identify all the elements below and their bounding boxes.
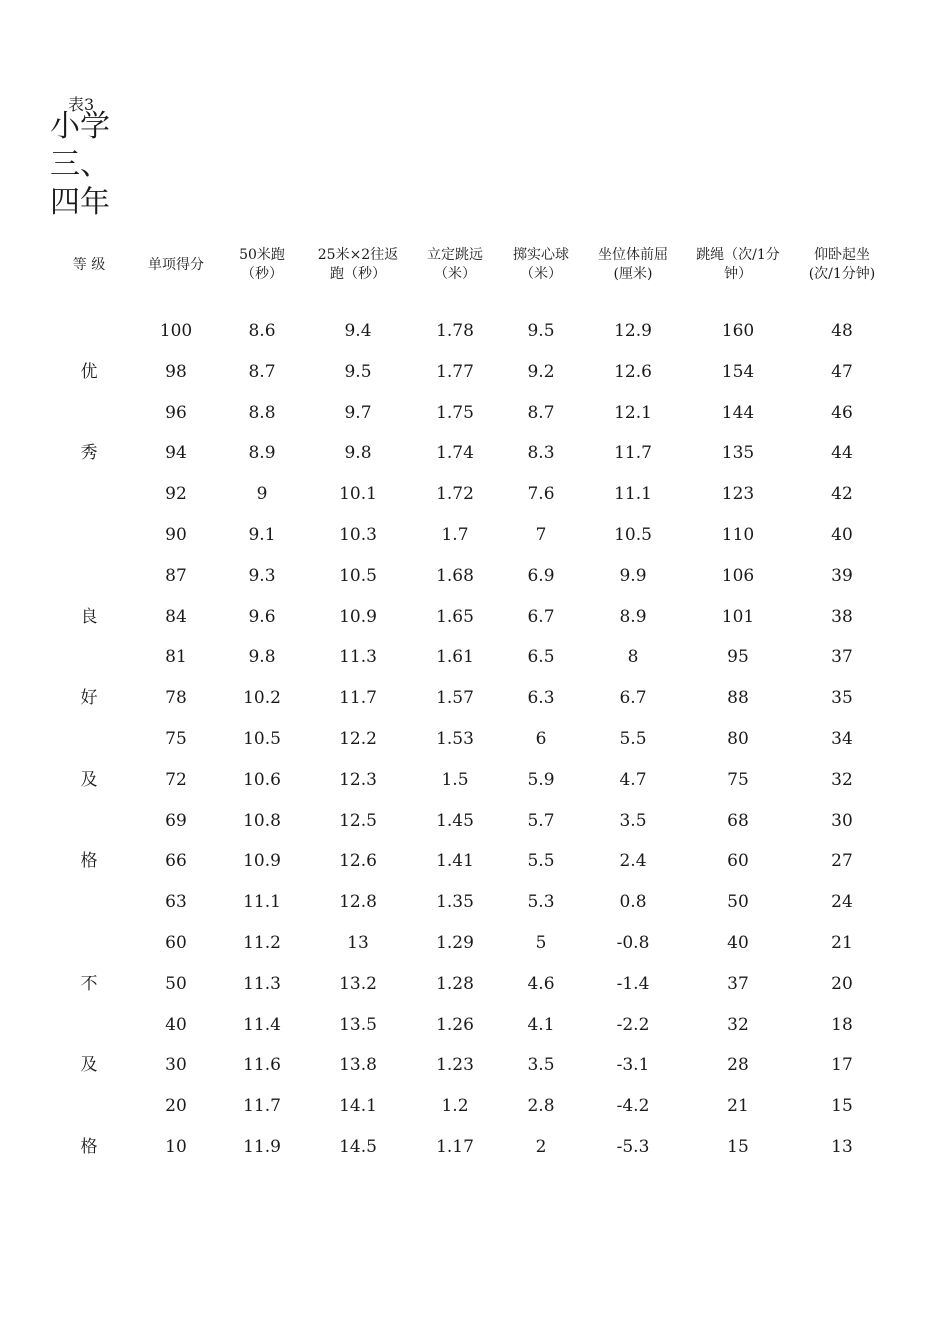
grade-label: 不	[80, 973, 98, 994]
grade-label: 秀	[80, 443, 98, 464]
table-cell: 6.5	[527, 647, 555, 668]
table-cell: 12.8	[339, 892, 377, 913]
table-cell: 12.1	[614, 402, 652, 423]
table-cell: 11.3	[243, 973, 281, 994]
table-cell: -2.2	[616, 1014, 650, 1035]
table-cell: 32	[831, 769, 853, 790]
grade-label: 格	[80, 1137, 98, 1157]
table-cell: 13	[831, 1137, 853, 1157]
table-cell: 6.3	[527, 688, 555, 709]
table-cell: 10.5	[614, 525, 652, 545]
table-row	[0, 357, 950, 387]
table-cell: 90	[165, 525, 187, 545]
table-cell: 1.78	[436, 321, 474, 341]
table-cell: 12.6	[339, 851, 377, 872]
column-header-line: 跳绳（次/1分	[696, 247, 780, 263]
table-cell: 2	[535, 1137, 547, 1157]
table-cell: 21	[831, 933, 853, 953]
table-cell: 101	[721, 606, 755, 627]
table-row	[0, 1132, 950, 1162]
table-cell: 60	[165, 933, 187, 953]
table-cell: 2.8	[527, 1096, 555, 1117]
table-cell: 9.9	[619, 565, 647, 586]
table-cell: 50	[165, 973, 187, 994]
table-cell: 8.8	[248, 402, 276, 423]
column-header	[136, 256, 216, 275]
table-cell: 10.9	[339, 606, 377, 627]
table-cell: 8.9	[248, 443, 276, 464]
table-cell: 5.7	[527, 810, 555, 831]
table-row	[0, 602, 950, 632]
table-cell: 66	[165, 851, 187, 872]
table-cell: 110	[721, 525, 755, 545]
table-cell: 14.5	[339, 1137, 377, 1157]
grade-label: 好	[80, 688, 98, 709]
table-cell: 1.61	[436, 647, 474, 668]
table-cell: 17	[831, 1055, 853, 1076]
table-cell: 11.4	[243, 1014, 281, 1035]
table-cell: 1.77	[436, 361, 474, 382]
table-cell: 18	[831, 1014, 853, 1035]
table-cell: 7	[535, 525, 547, 545]
table-cell: 1.28	[436, 973, 474, 994]
table-cell: 13	[347, 933, 369, 953]
column-header	[54, 256, 124, 275]
table-cell: 1.7	[441, 525, 469, 545]
grade-label: 良	[80, 606, 98, 627]
column-header	[683, 246, 793, 284]
table-cell: 10.5	[243, 729, 281, 749]
table-cell: 1.17	[436, 1137, 474, 1157]
table-cell: 12.6	[614, 361, 652, 382]
table-cell: 1.57	[436, 688, 474, 709]
table-cell: 6.7	[527, 606, 555, 627]
table-cell: 6.7	[619, 688, 647, 709]
title-line: 四年	[50, 185, 110, 220]
table-cell: 5.9	[527, 769, 555, 790]
table-cell: 9.3	[248, 565, 276, 586]
table-cell: 32	[727, 1014, 749, 1035]
table-cell: 20	[831, 973, 853, 994]
table-cell: 6.9	[527, 565, 555, 586]
table-cell: 9.6	[248, 606, 276, 627]
table-cell: -5.3	[616, 1137, 650, 1157]
table-cell: 8.9	[619, 606, 647, 627]
column-header-line: （秒）	[241, 266, 283, 282]
table-cell: 80	[727, 729, 749, 749]
table-cell: 44	[831, 443, 853, 464]
column-header-line: 立定跳远	[427, 247, 483, 263]
table-cell: 88	[727, 688, 749, 709]
table-cell: 42	[831, 484, 853, 505]
table-cell: 9.5	[527, 321, 555, 341]
column-header-line: 跑（秒）	[330, 266, 386, 282]
table-cell: 9	[256, 484, 268, 505]
table-cell: 100	[159, 321, 193, 341]
table-row	[0, 561, 950, 591]
table-cell: 11.7	[243, 1096, 281, 1117]
column-header-line: （米）	[520, 266, 562, 282]
table-cell: 15	[831, 1096, 853, 1117]
table-cell: 9.8	[344, 443, 372, 464]
grade-label: 格	[80, 851, 98, 872]
table-cell: 12.3	[339, 769, 377, 790]
table-cell: 6	[535, 729, 547, 749]
table-cell: 39	[831, 565, 853, 586]
table-cell: 37	[727, 973, 749, 994]
table-cell: 10.2	[243, 688, 281, 709]
column-header	[792, 246, 892, 284]
column-header	[415, 246, 495, 284]
table-cell: 11.6	[243, 1055, 281, 1076]
table-row	[0, 438, 950, 468]
table-row	[0, 846, 950, 876]
table-cell: 12.9	[614, 321, 652, 341]
table-cell: 47	[831, 361, 853, 382]
table-row	[0, 1050, 950, 1080]
table-cell: 75	[165, 729, 187, 749]
table-cell: 50	[727, 892, 749, 913]
table-cell: 35	[831, 688, 853, 709]
title-line: 三、	[50, 147, 110, 182]
grade-label: 及	[80, 769, 98, 790]
column-header-line: 25米×2往返	[317, 247, 399, 263]
table-row	[0, 316, 950, 346]
table-cell: 40	[831, 525, 853, 545]
table-cell: 13.8	[339, 1055, 377, 1076]
table-cell: 1.35	[436, 892, 474, 913]
column-header-line: 仰卧起坐	[814, 247, 870, 263]
table-cell: 94	[165, 443, 187, 464]
table-cell: 1.72	[436, 484, 474, 505]
table-cell: 5	[535, 933, 547, 953]
table-cell: 37	[831, 647, 853, 668]
table-cell: 48	[831, 321, 853, 341]
table-cell: 14.1	[339, 1096, 377, 1117]
table-cell: 27	[831, 851, 853, 872]
table-cell: 84	[165, 606, 187, 627]
table-row	[0, 1010, 950, 1040]
column-header-line: （米）	[434, 266, 476, 282]
table-cell: 3.5	[619, 810, 647, 831]
column-header-line: 单项得分	[148, 257, 204, 273]
table-cell: 9.4	[344, 321, 372, 341]
table-cell: 10.8	[243, 810, 281, 831]
table-cell: 98	[165, 361, 187, 382]
table-row	[0, 479, 950, 509]
table-cell: 154	[721, 361, 755, 382]
table-cell: 5.5	[527, 851, 555, 872]
table-cell: 1.23	[436, 1055, 474, 1076]
column-header-line: (厘米)	[613, 266, 653, 282]
table-cell: 12.5	[339, 810, 377, 831]
table-cell: 34	[831, 729, 853, 749]
column-header-line: (次/1分钟)	[808, 266, 876, 282]
table-cell: 10.6	[243, 769, 281, 790]
table-cell: 11.1	[614, 484, 652, 505]
table-cell: 0.8	[619, 892, 647, 913]
column-header	[227, 246, 297, 284]
table-cell: 30	[831, 810, 853, 831]
table-row	[0, 683, 950, 713]
table-cell: 8	[627, 647, 639, 668]
table-cell: 68	[727, 810, 749, 831]
table-cell: 1.29	[436, 933, 474, 953]
column-header	[308, 246, 408, 284]
table-cell: 96	[165, 402, 187, 423]
table-cell: 1.45	[436, 810, 474, 831]
table-cell: 3.5	[527, 1055, 555, 1076]
column-header-line: 50米跑	[239, 247, 285, 263]
table-cell: 11.1	[243, 892, 281, 913]
table-cell: 9.7	[344, 402, 372, 423]
table-cell: 144	[721, 402, 755, 423]
column-header	[586, 246, 681, 284]
table-row	[0, 765, 950, 795]
table-cell: 69	[165, 810, 187, 831]
table-cell: 12.2	[339, 729, 377, 749]
table-row	[0, 642, 950, 672]
table-cell: -1.4	[616, 973, 650, 994]
grade-label: 优	[80, 361, 98, 382]
table-cell: 11.3	[339, 647, 377, 668]
table-cell: 1.26	[436, 1014, 474, 1035]
table-cell: 1.68	[436, 565, 474, 586]
column-header-line: 掷实心球	[513, 247, 569, 263]
table-cell: 4.6	[527, 973, 555, 994]
table-row	[0, 928, 950, 958]
column-header-line: 坐位体前屈	[598, 247, 668, 263]
table-cell: 10.3	[339, 525, 377, 545]
table-cell: 24	[831, 892, 853, 913]
table-cell: 8.7	[527, 402, 555, 423]
table-cell: 46	[831, 402, 853, 423]
table-cell: 87	[165, 565, 187, 586]
table-row	[0, 724, 950, 754]
column-header-line: 钟）	[724, 266, 752, 282]
table-cell: 1.53	[436, 729, 474, 749]
table-cell: 1.65	[436, 606, 474, 627]
table-cell: 20	[165, 1096, 187, 1117]
table-cell: 13.2	[339, 973, 377, 994]
table-cell: -4.2	[616, 1096, 650, 1117]
grade-label: 及	[80, 1055, 98, 1076]
table-cell: 72	[165, 769, 187, 790]
title-line: 小学	[50, 109, 110, 144]
table-cell: 15	[727, 1137, 749, 1157]
table-cell: 78	[165, 688, 187, 709]
table-cell: 95	[727, 647, 749, 668]
table-cell: 10.9	[243, 851, 281, 872]
table-cell: 28	[727, 1055, 749, 1076]
table-cell: 40	[727, 933, 749, 953]
table-cell: 60	[727, 851, 749, 872]
table-cell: 8.6	[248, 321, 276, 341]
table-cell: -0.8	[616, 933, 650, 953]
table-cell: 10.5	[339, 565, 377, 586]
table-cell: 1.2	[441, 1096, 469, 1117]
table-cell: 1.41	[436, 851, 474, 872]
table-cell: 106	[721, 565, 755, 586]
column-header	[501, 246, 581, 284]
table-cell: 123	[721, 484, 755, 505]
table-cell: 4.7	[619, 769, 647, 790]
table-cell: 40	[165, 1014, 187, 1035]
table-cell: 5.5	[619, 729, 647, 749]
table-cell: 11.9	[243, 1137, 281, 1157]
table-cell: 7.6	[527, 484, 555, 505]
table-cell: 160	[721, 321, 755, 341]
table-row	[0, 887, 950, 917]
table-cell: -3.1	[616, 1055, 650, 1076]
table-cell: 8.3	[527, 443, 555, 464]
table-cell: 11.7	[614, 443, 652, 464]
table-cell: 2.4	[619, 851, 647, 872]
table-cell: 1.75	[436, 402, 474, 423]
table-cell: 21	[727, 1096, 749, 1117]
table-cell: 9.8	[248, 647, 276, 668]
table-cell: 1.74	[436, 443, 474, 464]
table-row	[0, 806, 950, 836]
table-row	[0, 969, 950, 999]
table-cell: 135	[721, 443, 755, 464]
table-cell: 9.2	[527, 361, 555, 382]
table-cell: 9.1	[248, 525, 276, 545]
table-row	[0, 398, 950, 428]
table-cell: 10.1	[339, 484, 377, 505]
table-cell: 5.3	[527, 892, 555, 913]
table-cell: 92	[165, 484, 187, 505]
table-cell: 11.7	[339, 688, 377, 709]
column-header-line: 等 级	[72, 257, 106, 273]
table-cell: 11.2	[243, 933, 281, 953]
table-cell: 8.7	[248, 361, 276, 382]
table-cell: 30	[165, 1055, 187, 1076]
table-cell: 81	[165, 647, 187, 668]
table-label: 表3	[68, 95, 95, 114]
table-cell: 10	[165, 1137, 187, 1157]
table-cell: 63	[165, 892, 187, 913]
page-title	[50, 108, 116, 222]
table-row	[0, 520, 950, 550]
table-cell: 9.5	[344, 361, 372, 382]
table-cell: 13.5	[339, 1014, 377, 1035]
table-row	[0, 1091, 950, 1121]
table-cell: 38	[831, 606, 853, 627]
table-cell: 75	[727, 769, 749, 790]
table-cell: 1.5	[441, 769, 469, 790]
table-cell: 4.1	[527, 1014, 555, 1035]
